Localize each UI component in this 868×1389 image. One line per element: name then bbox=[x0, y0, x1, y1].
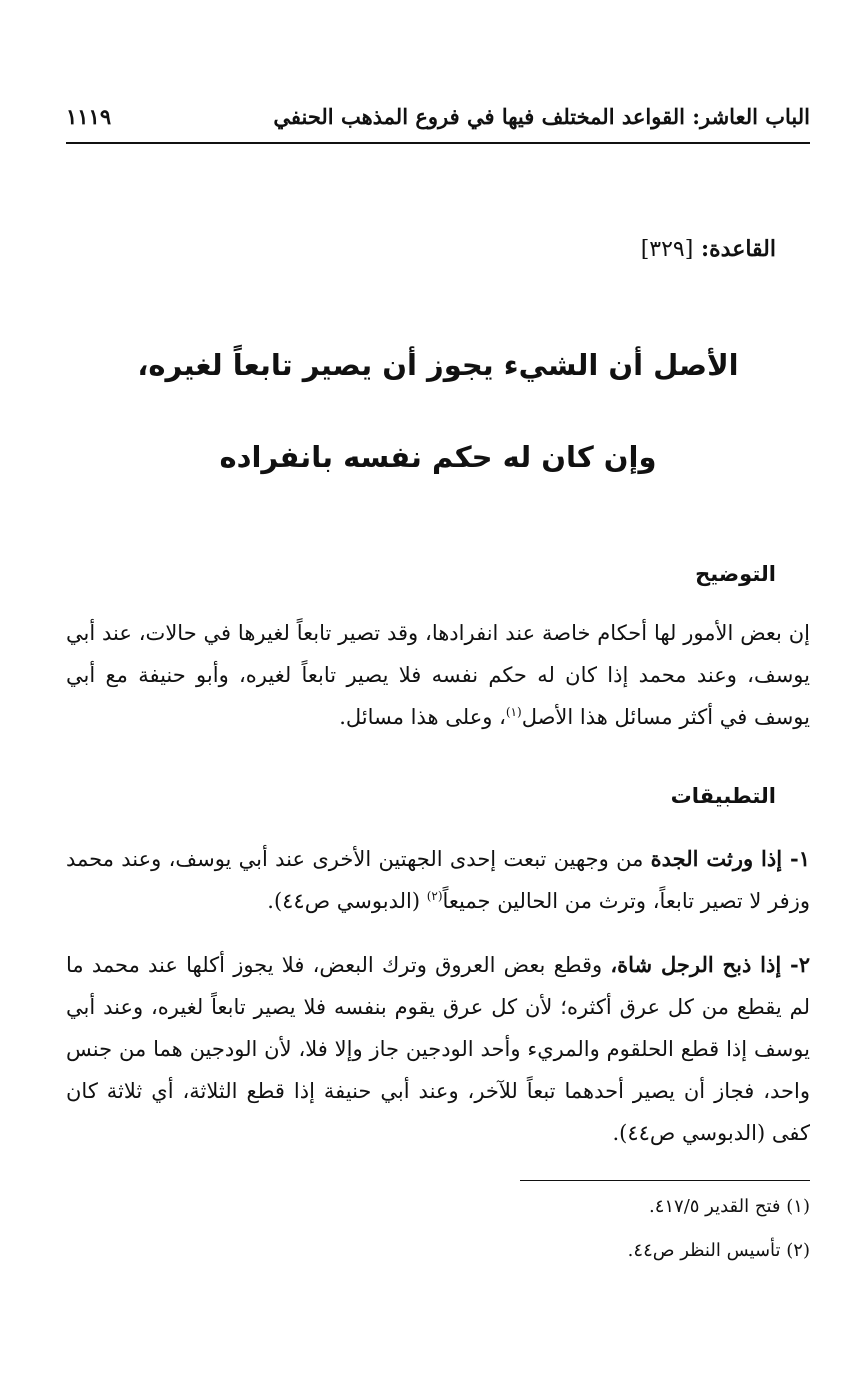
footnote-2-number: (٢) bbox=[786, 1240, 810, 1261]
footnote-1 bbox=[649, 1196, 810, 1217]
running-header bbox=[66, 100, 810, 140]
header-divider bbox=[66, 142, 810, 144]
rule-title-line-2: وإن كان له حكم نفسه بانفراده bbox=[219, 440, 657, 474]
footnote-divider bbox=[520, 1180, 810, 1181]
application-item-1 bbox=[66, 838, 810, 922]
footnote-1-text: فتح القدير ٤١٧/٥. bbox=[648, 1196, 781, 1217]
footnote-2 bbox=[628, 1240, 810, 1261]
application-1-text-end: (الدبوسي ص٤٤). bbox=[267, 889, 427, 913]
footnote-ref-2: (٢) bbox=[426, 889, 443, 903]
footnote-ref-1: (١) bbox=[505, 705, 522, 719]
rule-title-line-1: الأصل أن الشيء يجوز أن يصير تابعاً لغيره، bbox=[137, 348, 739, 382]
footnote-2-text: تأسيس النظر ص٤٤. bbox=[627, 1240, 781, 1261]
application-2-text: وقطع بعض العروق وترك البعض، فلا يجوز أكلها عند محمد ما لم يقطع من كل عرق أكثره؛ لأن كل عرق يقوم بنفسه فلا يصير تابعاً لغيره، وعند أبي يوسف إذا قطع الحلقوم والمريء وأحد الودجين جاز وإلا فلا، لأن الودجين هما من جنس واحد، فجاز أن يصير أحدهما تبعاً للآخر، وعند أبي حنيفة إذا قطع الثلاثة، أي ثلاثة كان كفى (الدبوسي ص٤٤). bbox=[66, 953, 810, 1145]
application-1-lead: ١- إذا ورثت الجدة bbox=[650, 846, 810, 871]
rule-label bbox=[641, 236, 776, 262]
application-1-text: من وجهين تبعت إحدى الجهتين الأخرى عند أبي يوسف، وعند محمد وزفر لا تصير تابعاً، وترث من الحالين جميعاً bbox=[66, 847, 810, 913]
chapter-title: الباب العاشر: القواعد المختلف فيها في فروع المذهب الحنفي bbox=[273, 104, 810, 129]
application-item-2 bbox=[66, 944, 810, 1154]
rule-label-text: القاعدة: bbox=[701, 236, 776, 262]
application-2-lead: ٢- إذا ذبح الرجل شاة، bbox=[610, 952, 810, 977]
page-number: ١١١٩ bbox=[66, 104, 112, 129]
explanation-paragraph bbox=[66, 612, 810, 738]
explanation-text-end: ، وعلى هذا مسائل. bbox=[339, 705, 506, 729]
applications-heading: التطبيقات bbox=[670, 784, 776, 808]
explanation-heading: التوضيح bbox=[695, 562, 776, 586]
explanation-text: إن بعض الأمور لها أحكام خاصة عند انفرادها، وقد تصير تابعاً لغيرها في حالات، عند أبي يوسف، وعند محمد إذا كان له حكم نفسه فلا يصير تابعاً لغيره، وأبو حنيفة مع أبي يوسف في أكثر مسائل هذا الأصل bbox=[66, 621, 810, 729]
footnote-1-number: (١) bbox=[786, 1196, 810, 1217]
rule-number: [٣٢٩] bbox=[640, 237, 694, 262]
